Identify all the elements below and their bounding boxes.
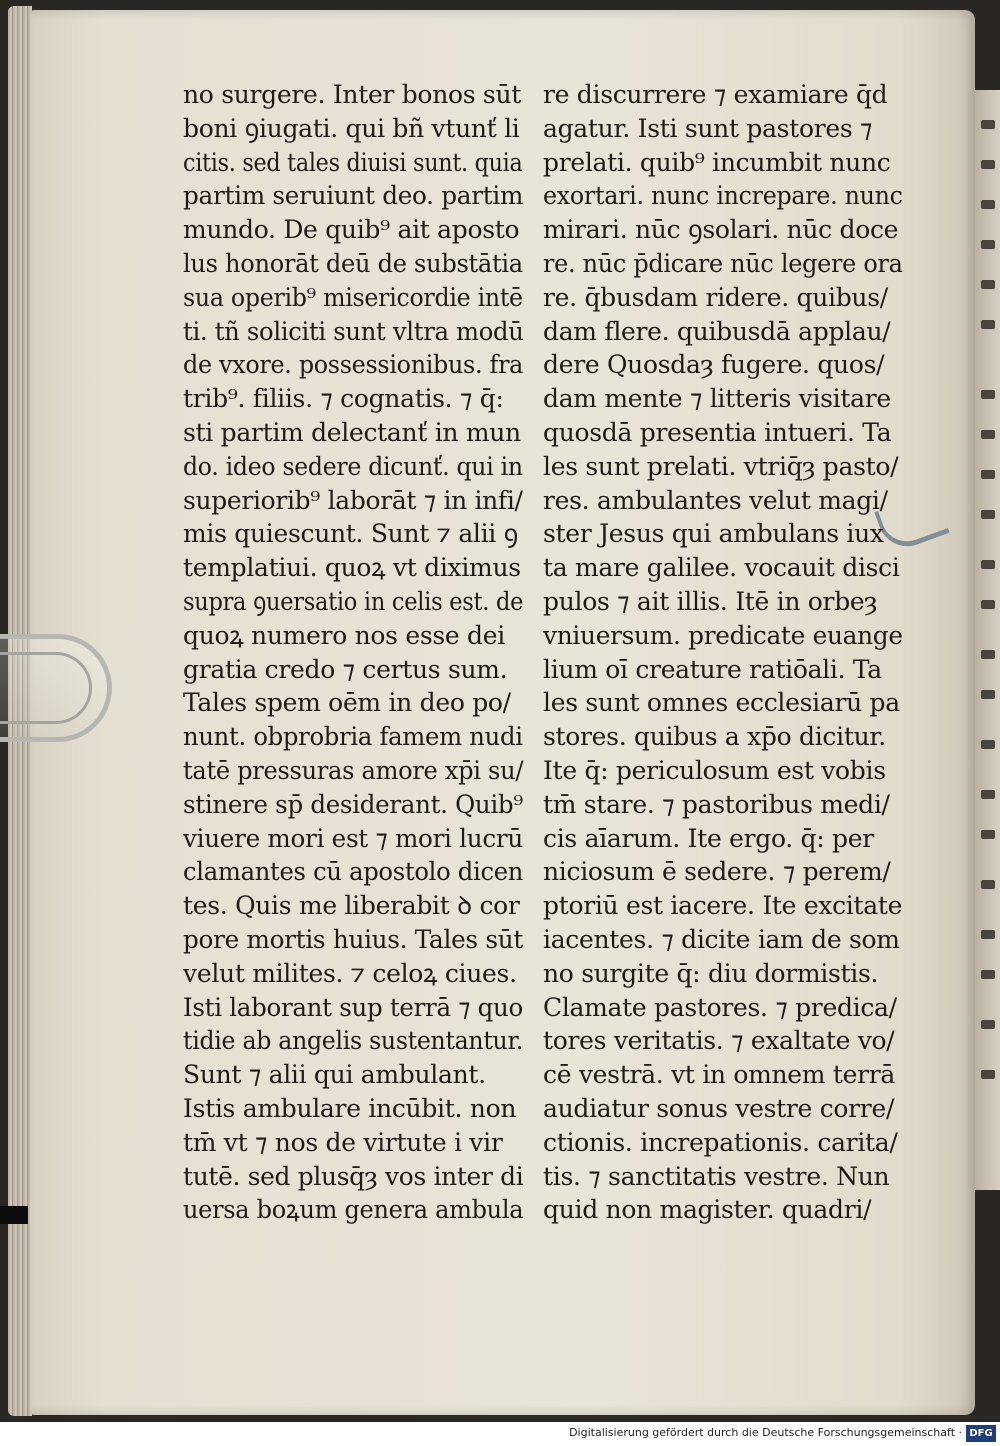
text-line: mirari. nūc ꝯsolari. nūc doce (543, 215, 899, 245)
text-line: pulos ⁊ ait illis. Itē in orbeȝ (543, 586, 878, 616)
text-line: quoꝝ numero nos esse dei (183, 620, 505, 650)
text-line: pore mortis huius. Tales sūt (183, 924, 523, 954)
text-line: partim seruiunt deo. partim (183, 181, 524, 211)
dfg-logo: DFG (966, 1425, 996, 1442)
text-line: Ite q̄: periculosum est vobis (543, 755, 886, 785)
bookmark-tab (0, 1206, 28, 1224)
text-line: dere Quosdaȝ fugere. quos/ (543, 350, 885, 380)
text-line: Isti laborant sup terrā ⁊ quo (183, 992, 523, 1022)
text-line: stinere sp̄ desiderant. Quib⁹ (183, 789, 523, 819)
text-line: quid non magister. quadri/ (543, 1195, 872, 1225)
text-line: ster Jesus qui ambulans iux (543, 519, 884, 549)
text-line: velut milites. ⁊ celoꝝ ciues. (183, 958, 517, 988)
paper-clip-inner (0, 652, 92, 724)
text-line: lium oī creature ratiōali. Ta (543, 654, 882, 684)
text-line: citis. sed tales diuisi sunt. quia (183, 147, 523, 177)
text-line: no surgere. Inter bonos sūt (183, 80, 521, 109)
text-line: sua operib⁹ misericordie intē (183, 282, 523, 312)
text-line: tidie ab angelis sustentantur. (183, 1026, 524, 1056)
text-line: les sunt omnes ecclesiarū pa (543, 688, 900, 718)
text-line: stores. quibus a xp̄o dicitur. (543, 722, 886, 752)
text-line: niciosum ē sedere. ⁊ perem/ (543, 857, 891, 887)
text-line: re. q̄busdam ridere. quibus/ (543, 282, 888, 312)
text-line: cis aīarum. Ite ergo. q̄: per (543, 823, 874, 853)
text-line: tm̄ stare. ⁊ pastoribus medi/ (543, 789, 890, 819)
text-line: do. ideo sedere dicunť. qui in (183, 451, 523, 481)
text-line: ta mare galilee. vocauit disci (543, 553, 900, 583)
text-line: cē vestrā. vt in omnem terrā (543, 1060, 896, 1090)
left-text-column (183, 78, 523, 1227)
text-line: mundo. De quib⁹ ait aposto (183, 215, 520, 245)
text-line: dam mente ⁊ litteris visitare (543, 384, 891, 414)
right-text-column (543, 78, 903, 1227)
footer-bar (0, 1422, 1000, 1446)
text-line: de vxore. possessionibus. fra (183, 350, 524, 380)
text-line: res. ambulantes velut magi/ (543, 485, 888, 515)
text-line: exortari. nunc increpare. nunc (543, 181, 903, 211)
text-line: Istis ambulare incūbit. non (183, 1093, 517, 1123)
text-line: mis quiescunt. Sunt ⁊ alii ꝯ (183, 519, 519, 549)
text-line: uersa boꝝum genera ambula (183, 1195, 524, 1225)
text-line: quosdā presentia intueri. Ta (543, 417, 892, 447)
facing-page-edge (975, 90, 1000, 1190)
text-line: nunt. obprobria famem nudi (183, 722, 523, 752)
text-line: les sunt prelati. vtriq̄ȝ pasto/ (543, 451, 899, 481)
text-line: boni ꝯiugati. qui bñ vtunť li (183, 113, 520, 143)
text-line: Sunt ⁊ alii qui ambulant. (183, 1060, 486, 1090)
funding-credit: Digitalisierung gefördert durch die Deutsche Forschungsgemeinschaft · (569, 1426, 962, 1439)
text-line: audiatur sonus vestre corre/ (543, 1093, 895, 1123)
text-line: sti partim delectanť in mun (183, 417, 521, 447)
text-line: tes. Quis me liberabit ꝺ cor (183, 891, 520, 921)
text-line: Clamate pastores. ⁊ predica/ (543, 992, 897, 1022)
text-line: vniuersum. predicate euange (543, 620, 903, 650)
text-line: tores veritatis. ⁊ exaltate vo/ (543, 1026, 895, 1056)
text-line: tm̄ vt ⁊ nos de virtute i vir (183, 1127, 503, 1157)
text-line: clamantes cū apostolo dicen (183, 857, 524, 887)
text-line: no surgite q̄: diu dormistis. (543, 958, 879, 988)
text-line: tatē pressuras amore xp̄i su/ (183, 755, 524, 785)
text-line: superiorib⁹ laborāt ⁊ in infi/ (183, 485, 523, 515)
text-line: trib⁹. filiis. ⁊ cognatis. ⁊ q̄: (183, 384, 504, 414)
text-line: re discurrere ⁊ examiare q̄d (543, 80, 888, 109)
text-line: ti. tñ soliciti sunt vltra modū (183, 316, 524, 346)
text-line: iacentes. ⁊ dicite iam de som (543, 924, 900, 954)
text-line: supra ꝯuersatio in celis est. de (183, 586, 524, 616)
text-line: agatur. Isti sunt pastores ⁊ (543, 113, 873, 143)
text-line: Tales spem oēm in deo po/ (183, 688, 511, 718)
text-line: lus honorāt deū de substātia (183, 248, 523, 278)
text-line: gratia credo ⁊ certus sum. (183, 654, 508, 684)
text-line: re. nūc p̄dicare nūc legere ora (543, 248, 903, 278)
text-line: ctionis. increpationis. carita/ (543, 1127, 898, 1157)
text-line: tutē. sed plusq̄ȝ vos inter di (183, 1161, 524, 1191)
text-line: viuere mori est ⁊ mori lucrū (183, 823, 523, 853)
text-line: dam flere. quibusdā applau/ (543, 316, 891, 346)
text-line: tis. ⁊ sanctitatis vestre. Nun (543, 1161, 890, 1191)
text-line: prelati. quib⁹ incumbit nunc (543, 147, 891, 177)
text-line: templatiui. quoꝝ vt diximus (183, 553, 521, 583)
text-line: ptoriū est iacere. Ite excitate (543, 891, 903, 921)
